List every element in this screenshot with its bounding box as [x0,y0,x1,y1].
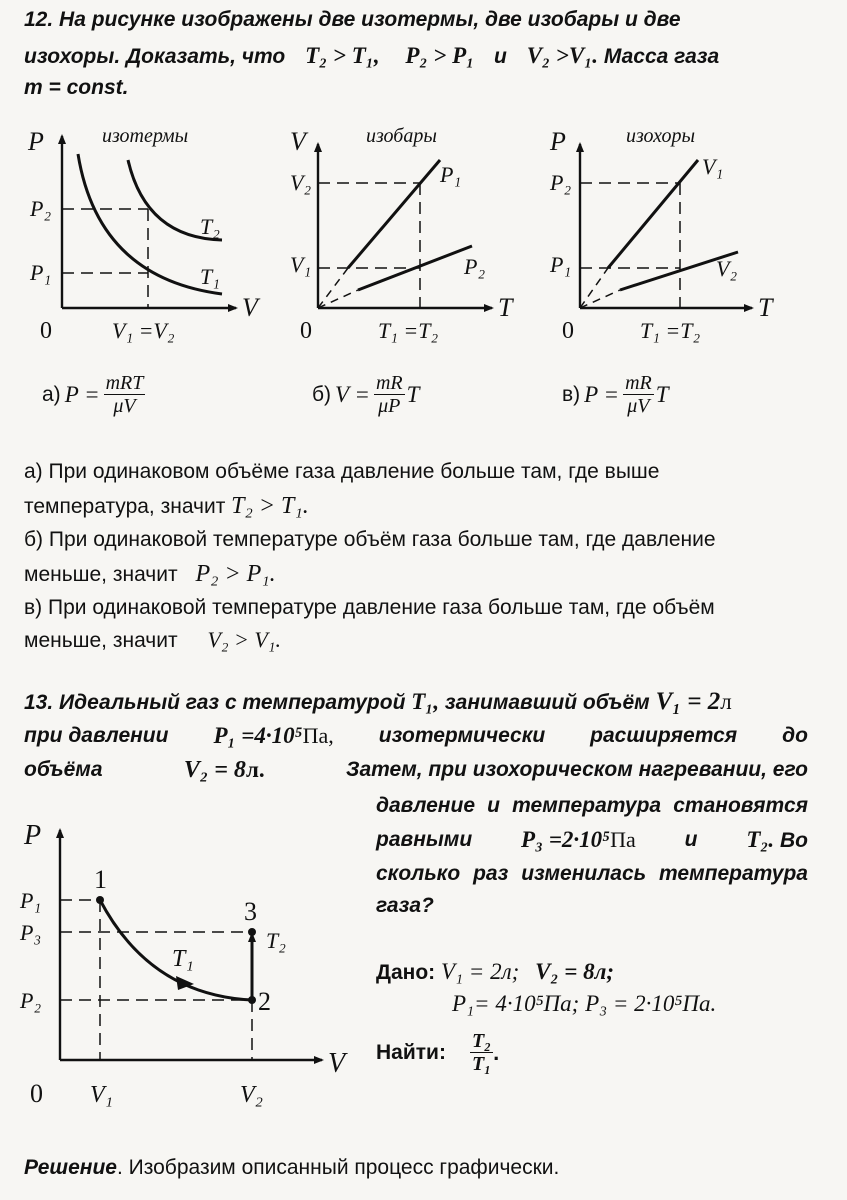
isochore-v1-line [608,160,698,268]
origin-label: 0 [562,318,574,344]
p3-value: P₃ =2·10⁵ [521,827,611,852]
unit: Па [610,827,636,852]
x-axis-label: V [328,1048,346,1079]
x-tick-v: V₁ =V₂ [112,318,175,343]
point-label-1: 1 [94,865,107,894]
y-axis-label: V [290,127,306,156]
p3-group [521,828,636,853]
formula-c [562,372,669,417]
fraction [623,372,654,417]
condition-t: T₂ > T₁, [305,43,380,68]
x-axis-label: T [758,293,773,322]
problem13-text: при давлении [24,724,169,747]
isotherms-graph [27,125,261,344]
dashed-extension [580,290,620,308]
find-block [376,1030,499,1075]
denominator: T₁ [471,1053,492,1075]
formula-lhs: P = [64,381,100,407]
find-fraction [470,1030,493,1075]
formula-b [312,372,419,417]
given-line1: Дано: V₁ = 2л; V₂ = 8л; [376,959,615,984]
problem13-line2 [24,724,808,749]
problem13-text: и [684,828,698,851]
problem13-line6: сколько раз изменилась температура [376,862,808,885]
unit: л [720,689,732,714]
p1-value: P₁ =4·10⁵ [213,723,303,748]
state-point-1 [96,896,104,904]
x-axis-label: V [242,293,258,322]
problem13-text: изотермически [378,724,546,747]
y-axis-label: P [28,127,44,156]
formula-lhs: P = [584,381,620,407]
line-label-p1: P₁ [440,162,462,187]
condition-v: V₂ >V₁. [526,43,599,68]
curve-label-t1: T₁ [200,264,220,289]
x-axis-label: T [498,293,513,322]
formula-label: б) [312,382,332,406]
y-tick-p1: P₁ [20,888,42,913]
isobar-p1-line [348,160,440,268]
state-point-3 [248,928,256,936]
x-tick-t: T₁ =T₂ [378,318,439,343]
explanation-b-line2 [24,562,276,587]
solution-line [24,1156,559,1180]
problem12-graphs [0,110,847,360]
t1-symbol: T₁, [411,689,440,714]
line-label-v2: V₂ [716,256,738,281]
problem12-text: изохоры. Доказать, что [24,45,286,68]
x-tick-v1: V₁ [90,1082,114,1108]
origin-label: 0 [30,1079,43,1108]
problem12-title-line3: m = const. [24,76,129,99]
explanation-text: температура, значит [24,495,226,518]
problem13-text: Во [779,829,808,852]
isochores-graph [549,125,774,344]
t2-symbol: T₂. [746,827,775,852]
problem13-text: равными [376,828,473,851]
problem13-line5 [376,828,808,853]
v1-value: V₁ = 2 [655,688,721,715]
explanation-math: P₂ > P₁. [195,561,276,587]
numerator: mR [625,372,652,394]
y-tick-p1: P₁ [30,260,52,285]
solution-text: . Изобразим описанный процесс графически. [116,1156,560,1179]
problem13-text: занимавший объём [444,691,650,714]
formula-a [42,372,145,417]
isobars-graph [290,125,514,344]
y-tick-p2: P₂ [550,170,572,195]
origin-label: 0 [40,318,52,344]
explanation-math: V₂ > V₁. [207,627,281,652]
explanation-math: T₂ > T₁. [231,493,309,519]
numerator: mRT [105,372,144,394]
x-tick-v2: V₂ [240,1082,264,1108]
v2-group [184,758,265,783]
curve-label-t2: T₂ [200,214,220,239]
explanation-a-line1: а) При одинаковом объёме газа давление больше там, где выше [24,460,660,483]
formula-rhs: T [406,381,420,407]
problem13-line7: газа? [376,894,434,917]
numerator: T₂ [471,1030,492,1052]
unit: Па, [302,723,334,748]
explanation-text: меньше, значит [24,629,178,652]
unit: л. [245,757,265,782]
problem13-graph [0,810,370,1140]
t2-group [746,828,808,853]
graph-title: изохоры [626,125,696,147]
explanation-text: меньше, значит [24,563,178,586]
y-tick-p2: P₂ [30,196,52,221]
explanation-c-line1: в) При одинаковой температуре давление газа больше там, где объём [24,596,715,619]
find-dot: . [493,1039,500,1065]
line-label-v1: V₁ [702,154,724,179]
problem12-title-line1: 12. На рисунке изображены две изотермы, две изобары и две [24,8,681,31]
formula-label: в) [562,382,581,406]
p1-group [213,724,333,749]
origin-label: 0 [300,318,312,344]
problem13-line4: давление и температура становятся [376,794,808,817]
denominator: μP [378,395,401,417]
point3-temp-label: T₂ [266,928,286,953]
formula-label: а) [42,382,61,406]
problem13-line3 [24,758,808,783]
y-tick-p3: P₃ [20,920,42,945]
formula-lhs: V = [335,381,370,407]
denominator: μV [113,395,136,417]
problem13-line1 [24,690,732,715]
problem13-text: Затем, при изохорическом нагревании, его [345,758,808,781]
line-label-p2: P₂ [464,254,486,279]
given-label: Дано [376,961,429,984]
dashed-extension [318,290,358,308]
v2-value: V₂ = 8 [183,757,246,783]
point-label-2: 2 [258,987,271,1016]
y-tick-p1: P₁ [550,252,572,277]
solution-label: Решение [24,1156,117,1179]
x-tick-t: T₁ =T₂ [640,318,701,343]
fraction [104,372,146,417]
given-v2: V₂ = 8л; [535,959,615,984]
numerator: mR [375,372,403,394]
y-tick-v2: V₂ [290,170,312,195]
graph-title: изобары [366,125,437,147]
given-v1: V₁ = 2л; [441,959,520,984]
fraction [374,372,405,417]
y-tick-p2: P₂ [20,988,42,1013]
y-axis-label: P [550,127,566,156]
problem12-text-b: Масса газа [603,45,720,68]
y-tick-v1: V₁ [290,252,312,277]
problem13-text: объёма [24,758,103,781]
denominator: μV [627,395,650,417]
condition-p: P₂ > P₁ [405,43,475,68]
explanation-b-line1: б) При одинаковой температуре объём газа больше там, где давление [24,528,716,551]
problem13-text: 13. Идеальный газ с температурой [24,691,406,714]
problem13-text: расширяется [590,724,738,747]
curve-label-t1: T₁ [172,946,194,972]
problem13-text: до [782,724,808,747]
explanation-c-line2 [24,628,281,653]
state-point-2 [248,996,256,1004]
y-axis-label: P [24,820,42,851]
given-line2: P₁= 4·10⁵Па; P₃ = 2·10⁵Па. [452,991,717,1016]
problem12-title-line2 [24,44,719,69]
graph-title: изотермы [102,125,189,147]
explanation-a-line2 [24,494,309,519]
point-label-3: 3 [244,897,257,926]
and-word: и [494,45,507,68]
formula-rhs: T [655,381,669,407]
find-label: Найти: [376,1040,446,1064]
